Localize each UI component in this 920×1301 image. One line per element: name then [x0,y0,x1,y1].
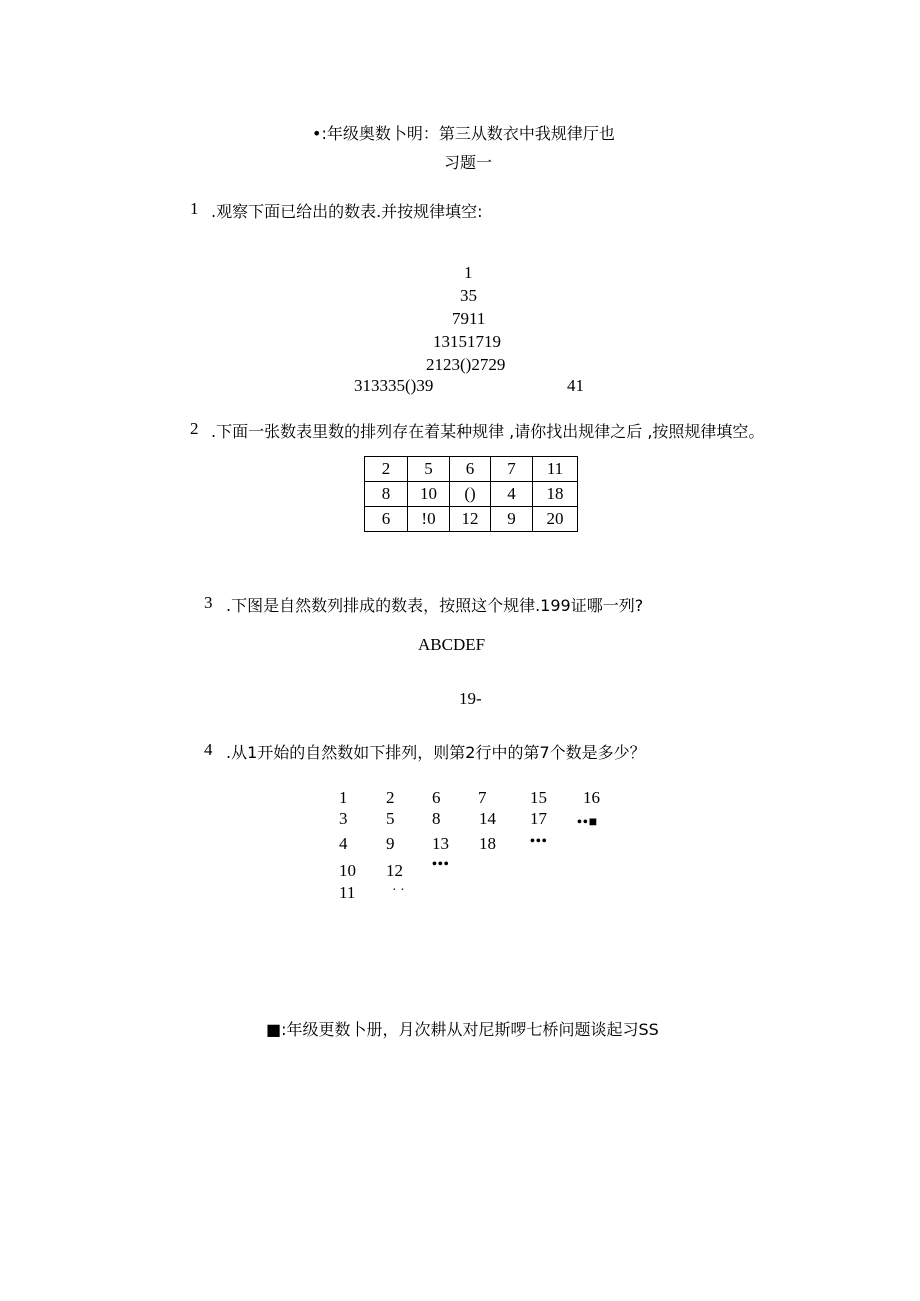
q4-cell: 10 [339,861,356,880]
q4-cell: 4 [339,834,348,853]
q4-cell: 15 [530,788,547,807]
q4-cell: 3 [339,809,348,828]
table-row [365,457,578,482]
q4-cell: 6 [432,788,441,807]
table-cell: 18 [533,482,578,507]
q4-cell: 18 [479,834,496,853]
q4-cell: 16 [583,788,600,807]
q4-cell: 7 [478,788,487,807]
table-row [365,507,578,532]
q1-row-2: 35 [460,286,477,305]
table-cell: 7 [491,457,533,482]
q3-column-letters: ABCDEF [418,635,486,654]
table-cell: 4 [491,482,533,507]
q4-cell: 17 [530,809,547,828]
q1-number: 1 [190,199,199,218]
q4-number: 4 [204,740,213,759]
q1-row-1: 1 [464,263,473,282]
table-cell: 2 [365,457,408,482]
q3-text: .下图是自然数列排成的数表，按照这个规律.199证哪一列? [226,596,644,615]
table-row [365,482,578,507]
table-cell: 11 [533,457,578,482]
q2-number: 2 [190,419,199,438]
q1-row-3: 7911 [452,309,486,328]
q4-cell: 2 [386,788,395,807]
q4-text: .从1开始的自然数如下排列，则第2行中的第7个数是多少？ [226,743,646,762]
q4-ellipsis: ••• [530,834,548,849]
q4-ellipsis: ••• [432,857,450,872]
q1-row-5: 2123()2729 [426,355,506,374]
q4-cell: 5 [386,809,395,828]
q4-cell: 12 [386,861,403,880]
q4-cell: 11 [339,883,356,902]
table-cell: 12 [450,507,491,532]
table-cell: 5 [408,457,450,482]
q4-cell: 14 [479,809,496,828]
table-cell: 8 [365,482,408,507]
q2-number-table [364,456,578,532]
next-section-title: ■:年级更数卜册，月次耕从对尼斯啰七桥问题谈起习SS [266,1020,659,1039]
q4-cell: 13 [432,834,449,853]
table-cell: 9 [491,507,533,532]
table-cell: 20 [533,507,578,532]
q1-row-6: 313335()39 [354,376,434,395]
q1-row-4: 13151719 [433,332,501,351]
q4-ellipsis: · · [392,883,405,898]
q1-text: .观察下面已给出的数表.并按规律填空: [211,202,483,221]
table-cell: !0 [408,507,450,532]
q2-text: .下面一张数表里数的排列存在着某种规律 ,请你找出规律之后 ,按照规律填空。 [211,422,765,441]
page-title: •:年级奥数卜明：第三从数衣中我规律厅也 [312,124,615,143]
table-cell: 6 [365,507,408,532]
table-cell: 10 [408,482,450,507]
q3-note: 19- [459,689,482,708]
q4-ellipsis: ••■ [577,815,599,830]
q4-cell: 1 [339,788,348,807]
page-subtitle: 习题一 [444,153,493,172]
q4-cell: 8 [432,809,441,828]
q1-row-6-tail: 41 [567,376,584,395]
table-cell: () [450,482,491,507]
table-cell: 6 [450,457,491,482]
q4-cell: 9 [386,834,395,853]
q3-number: 3 [204,593,213,612]
